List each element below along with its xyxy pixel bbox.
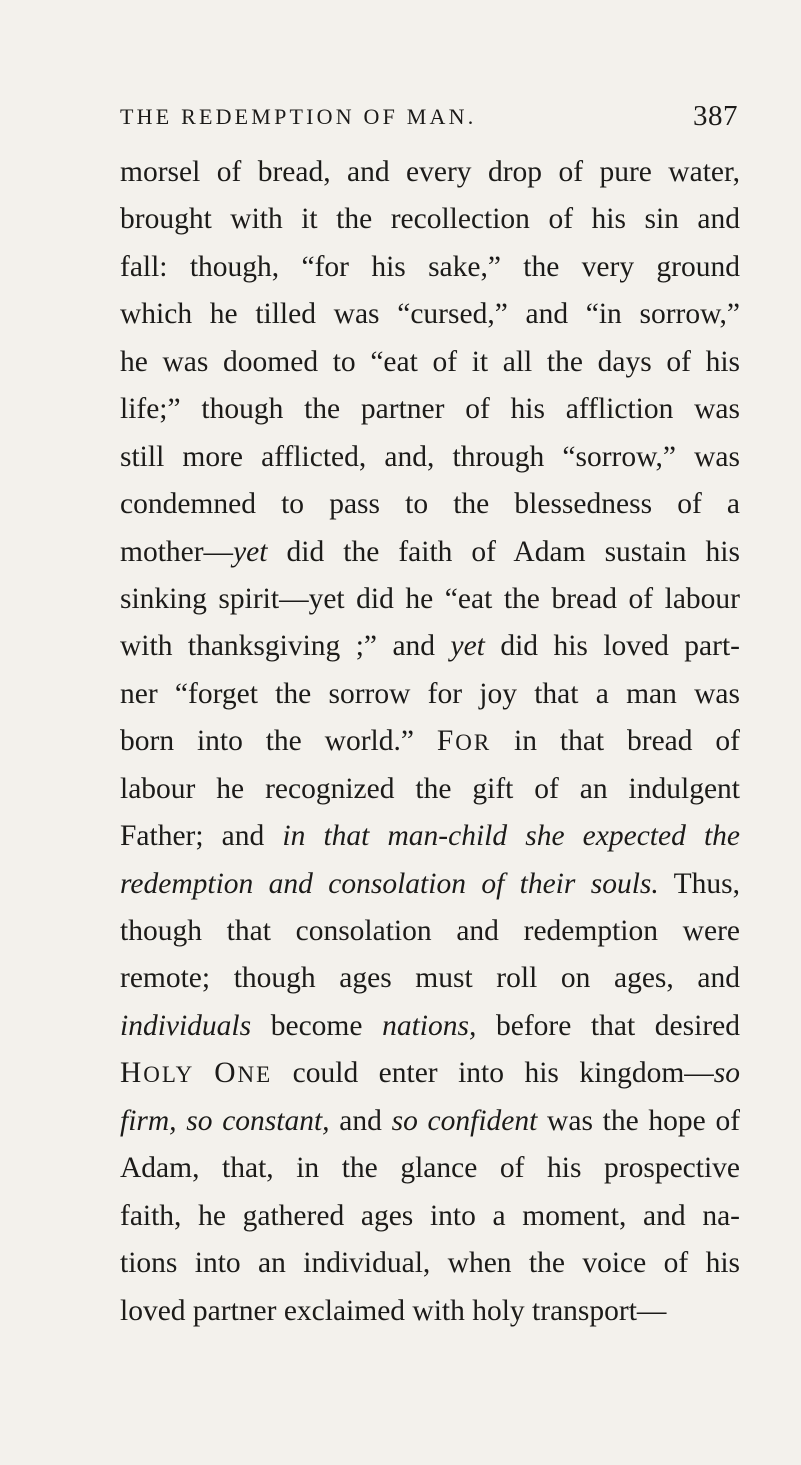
- small-caps-text: HOLY ONE: [120, 1057, 273, 1090]
- text-segment: Father; and: [120, 820, 283, 853]
- text-line: [120, 861, 740, 908]
- text-segment: could enter into his kingdom—: [272, 1057, 714, 1090]
- text-segment: which he tilled was “cursed,” and “in sorrow,”: [120, 298, 740, 331]
- text-line: [120, 718, 740, 765]
- italic-text: so confident: [391, 1104, 538, 1137]
- text-segment: become: [251, 1009, 383, 1042]
- text-line: [120, 291, 740, 338]
- text-line: [120, 1098, 740, 1145]
- text-segment: before that desired: [476, 1009, 740, 1042]
- text-segment: Adam, that, in the glance of his prospective: [120, 1152, 740, 1185]
- text-line: [120, 1003, 740, 1050]
- text-segment: tions into an individual, when the voice of his: [120, 1247, 740, 1280]
- text-segment: and: [329, 1104, 392, 1137]
- text-line: [120, 908, 740, 955]
- text-line: [120, 386, 740, 433]
- text-segment: still more afflicted, and, through “sorrow,” was: [120, 440, 740, 473]
- page-header: [120, 100, 738, 140]
- italic-text: yet: [450, 630, 485, 663]
- text-segment: life;” though the partner of his affliction was: [120, 393, 740, 426]
- italic-text: firm, so constant,: [120, 1104, 330, 1137]
- text-segment: in that bread of: [491, 725, 740, 758]
- italic-text: so: [713, 1057, 740, 1090]
- text-line: [120, 434, 740, 481]
- text-line: [120, 149, 740, 196]
- italic-text: yet: [233, 535, 268, 568]
- text-line: [120, 623, 740, 670]
- text-line: [120, 671, 740, 718]
- text-segment: Thus,: [658, 867, 740, 900]
- text-segment: with thanksgiving ;” and: [120, 630, 451, 663]
- italic-text: nations,: [382, 1009, 477, 1042]
- italic-text: redemption and consolation of their souls.: [120, 867, 659, 900]
- text-line: [120, 955, 740, 1002]
- text-segment: ner “forget the sorrow for joy that a man was: [120, 677, 740, 710]
- text-line: [120, 1145, 740, 1192]
- text-line: [120, 481, 740, 528]
- text-line: [120, 529, 740, 576]
- text-segment: though that consolation and redemption were: [120, 915, 740, 947]
- text-segment: condemned to pass to the blessedness of a: [120, 488, 740, 521]
- page-number: 387: [693, 100, 738, 132]
- text-line: [120, 339, 740, 386]
- text-segment: morsel of bread, and every drop of pure water,: [120, 156, 740, 188]
- text-line: [120, 576, 740, 623]
- text-segment: he was doomed to “eat of it all the days of his: [120, 345, 740, 378]
- italic-text: individuals: [120, 1009, 252, 1042]
- text-segment: did his loved part-: [484, 630, 740, 663]
- text-segment: faith, he gathered ages into a moment, and na-: [120, 1199, 740, 1232]
- text-line: [120, 1240, 740, 1287]
- text-line: [120, 1193, 740, 1240]
- text-segment: labour he recognized the gift of an indulgent: [120, 772, 740, 805]
- small-caps-text: FOR: [436, 725, 492, 758]
- text-line: [120, 1050, 740, 1097]
- text-segment: remote; though ages must roll on ages, and: [120, 962, 740, 995]
- text-line: [120, 813, 740, 860]
- text-segment: did the faith of Adam sustain his: [267, 535, 740, 568]
- text-segment: fall: though, “for his sake,” the very ground: [120, 250, 740, 283]
- running-head: THE REDEMPTION OF MAN.: [120, 104, 477, 129]
- text-segment: sinking spirit—yet did he “eat the bread of labour: [120, 582, 740, 615]
- italic-text: in that man-child she expected the: [282, 820, 740, 853]
- text-segment: born into the world.”: [120, 725, 437, 758]
- text-segment: mother—: [120, 535, 234, 568]
- text-segment: was the hope of: [537, 1104, 740, 1137]
- text-line: [120, 766, 740, 813]
- text-segment: brought with it the recollection of his sin and: [120, 203, 740, 236]
- body-text: [120, 149, 740, 1335]
- text-line: [120, 244, 740, 291]
- text-segment: loved partner exclaimed with holy transport—: [120, 1294, 667, 1327]
- text-line: [120, 1288, 740, 1335]
- text-line: [120, 196, 740, 243]
